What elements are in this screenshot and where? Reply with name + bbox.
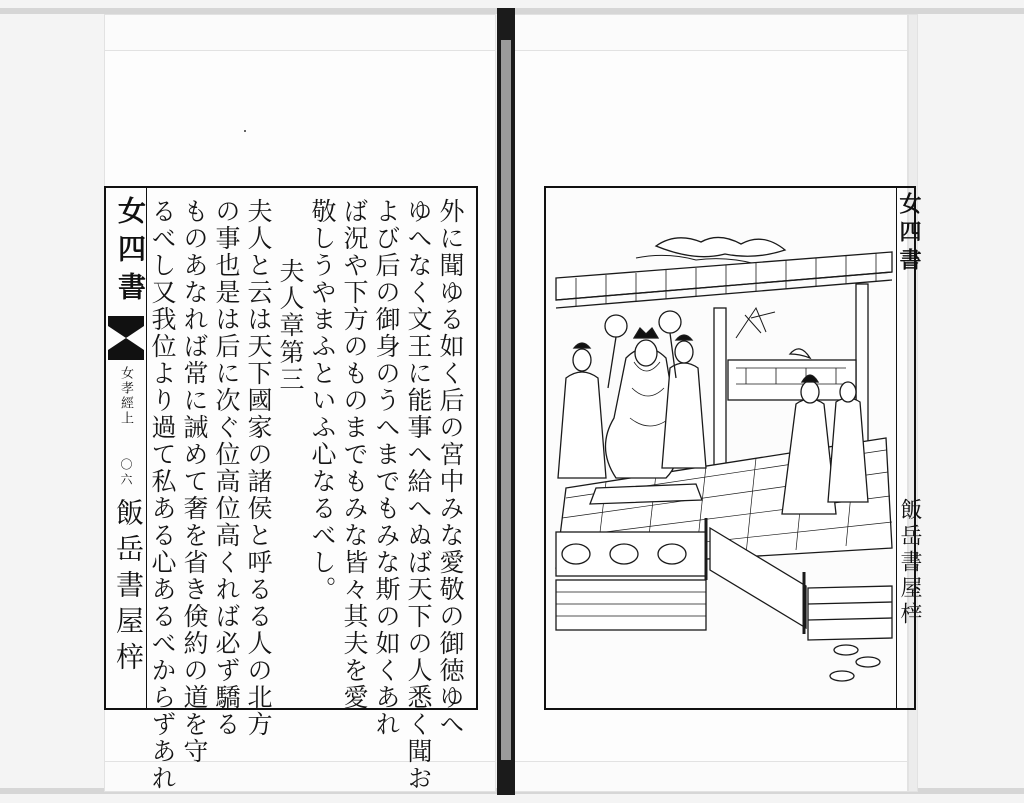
page-number: 〇六 [119, 458, 133, 488]
text-column-1: 外に聞ゆる如く后の宮中みな愛敬の御徳ゆへ [436, 198, 465, 738]
text-column-4: ば況や下方のものまでもみな皆々其夫を愛 [340, 198, 369, 711]
text-column-5: 敬しうやまふといふ心なるべし。 [308, 198, 337, 603]
text-column-8: の事也是は后に次ぐ位高位高くれば必ず驕る [212, 198, 241, 738]
left-hashira [106, 188, 147, 708]
right-hashira [896, 188, 922, 708]
hashira-subtitle: 女孝經上 [118, 366, 133, 426]
text-column-7: 夫人と云は天下國家の諸侯と呼るる人の北方 [244, 198, 273, 738]
left-text-frame [104, 186, 478, 792]
gyoku-fishtail-mark [108, 316, 144, 360]
right-illustration-frame [544, 186, 922, 710]
hashira-publisher: 飯岳書屋梓 [112, 498, 145, 678]
text-column-2: ゆへなく文王に能事へ給へぬば天下の人悉く聞お [404, 198, 433, 792]
chapter-heading: 夫人章第三 [276, 258, 305, 393]
text-column-3: よび后の御身のうへまでもみな斯の如くあれ [372, 198, 401, 738]
hashira-title: 女四書 [114, 196, 147, 310]
gutter-highlight [501, 40, 511, 760]
right-hashira-publisher: 飯岳書屋梓 [897, 498, 922, 628]
text-column-9: ものあなれば常に誡めて奢を省き倹約の道を守 [180, 198, 209, 765]
woodblock-illustration [546, 188, 897, 708]
text-column-10: るべし又我位より過て私ある心あるべからずあれ [148, 198, 177, 792]
right-hashira-title: 女四書 [896, 192, 922, 276]
palace-scene-drawing [546, 188, 896, 708]
ink-dot [244, 130, 246, 132]
